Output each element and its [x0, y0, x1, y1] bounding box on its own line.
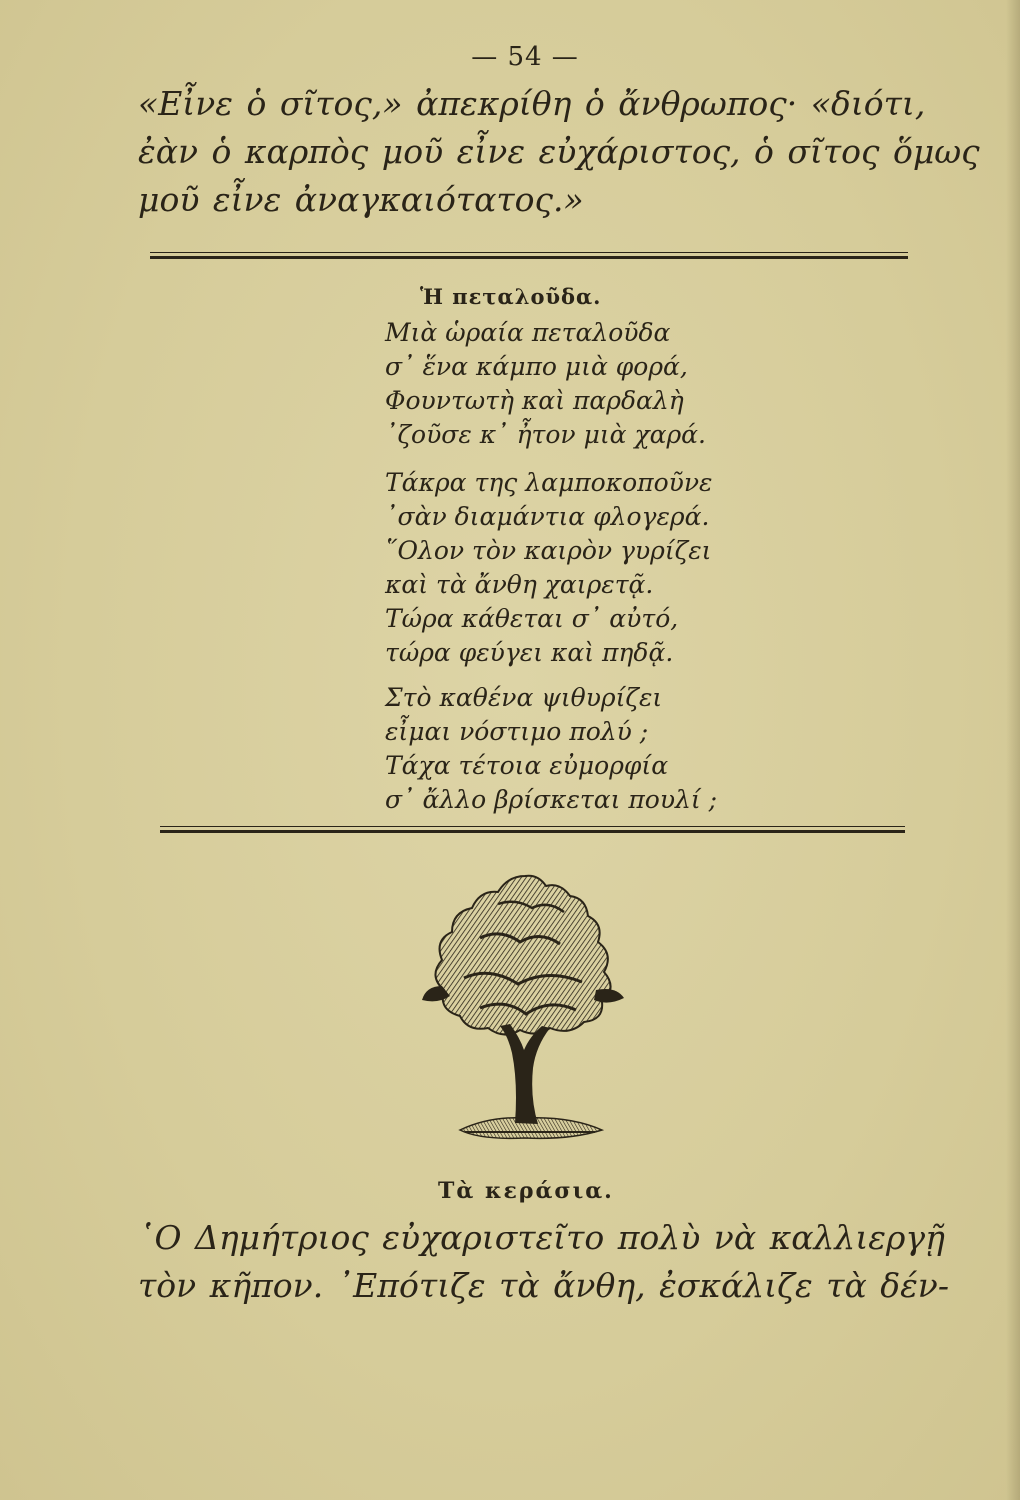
poem-line: Μιὰ ὡραία πεταλοῦδα — [385, 318, 671, 347]
page-edge-shadow — [1006, 0, 1020, 1500]
poem-line: ᾽σὰν διαμάντια φλογερά. — [385, 502, 710, 531]
divider-rule-thick — [150, 256, 908, 259]
poem-stanza-3 — [385, 681, 717, 817]
prose-bottom — [138, 1214, 950, 1310]
poem-stanza-1 — [385, 316, 706, 452]
poem-title: Ἡ πεταλοῦδα. — [420, 284, 602, 309]
page-number: — 54 — — [471, 42, 579, 72]
poem-line: Τάκρα της λαμποκοποῦνε — [385, 468, 713, 497]
poem-line: καὶ τὰ ἄνθη χαιρετᾷ. — [385, 570, 654, 599]
divider-rule-thin — [160, 826, 905, 827]
prose-line: μοῦ εἶνε ἀναγκαιότατος.» — [138, 180, 584, 219]
poem-line: σ᾽ ἄλλο βρίσκεται πουλί ; — [385, 785, 718, 814]
prose-line: «Εἶνε ὁ σῖτος,» ἀπεκρίθη ὁ ἄνθρωπος· «διότι, — [138, 84, 926, 123]
poem-line: Τώρα κάθεται σ᾽ αὐτό, — [385, 604, 679, 633]
prose-line: ῾Ο Δημήτριος εὐχαριστεῖτο πολὺ νὰ καλλιεργῇ — [138, 1218, 945, 1257]
poem-line: Τάχα τέτοια εὐμορφία — [385, 751, 669, 780]
tree-engraving-icon — [420, 868, 630, 1158]
poem-stanza-2 — [385, 466, 712, 670]
divider-rule-thin — [150, 252, 908, 253]
poem-line: τώρα φεύγει καὶ πηδᾷ. — [385, 638, 674, 667]
prose-top — [138, 80, 980, 224]
poem-line: ᾽ζοῦσε κ᾽ ἦτον μιὰ χαρά. — [385, 420, 707, 449]
prose-line: τὸν κῆπον. ᾽Επότιζε τὰ ἄνθη, ἐσκάλιζε τὰ δέν- — [138, 1266, 950, 1305]
poem-line: ῞Ολον τὸν καιρὸν γυρίζει — [385, 536, 712, 565]
prose-line: ἐὰν ὁ καρπὸς μοῦ εἶνε εὐχάριστος, ὁ σῖτος ὅμως — [138, 132, 980, 171]
section-title: Τὰ κεράσια. — [438, 1178, 614, 1204]
divider-rule-thick — [160, 830, 905, 833]
poem-line: Στὸ καθένα ψιθυρίζει — [385, 683, 663, 712]
poem-line: σ᾽ ἕνα κάμπο μιὰ φορά, — [385, 352, 688, 381]
poem-line: Φουντωτὴ καὶ παρδαλὴ — [385, 386, 684, 415]
poem-line: εἶμαι νόστιμο πολύ ; — [385, 717, 649, 746]
